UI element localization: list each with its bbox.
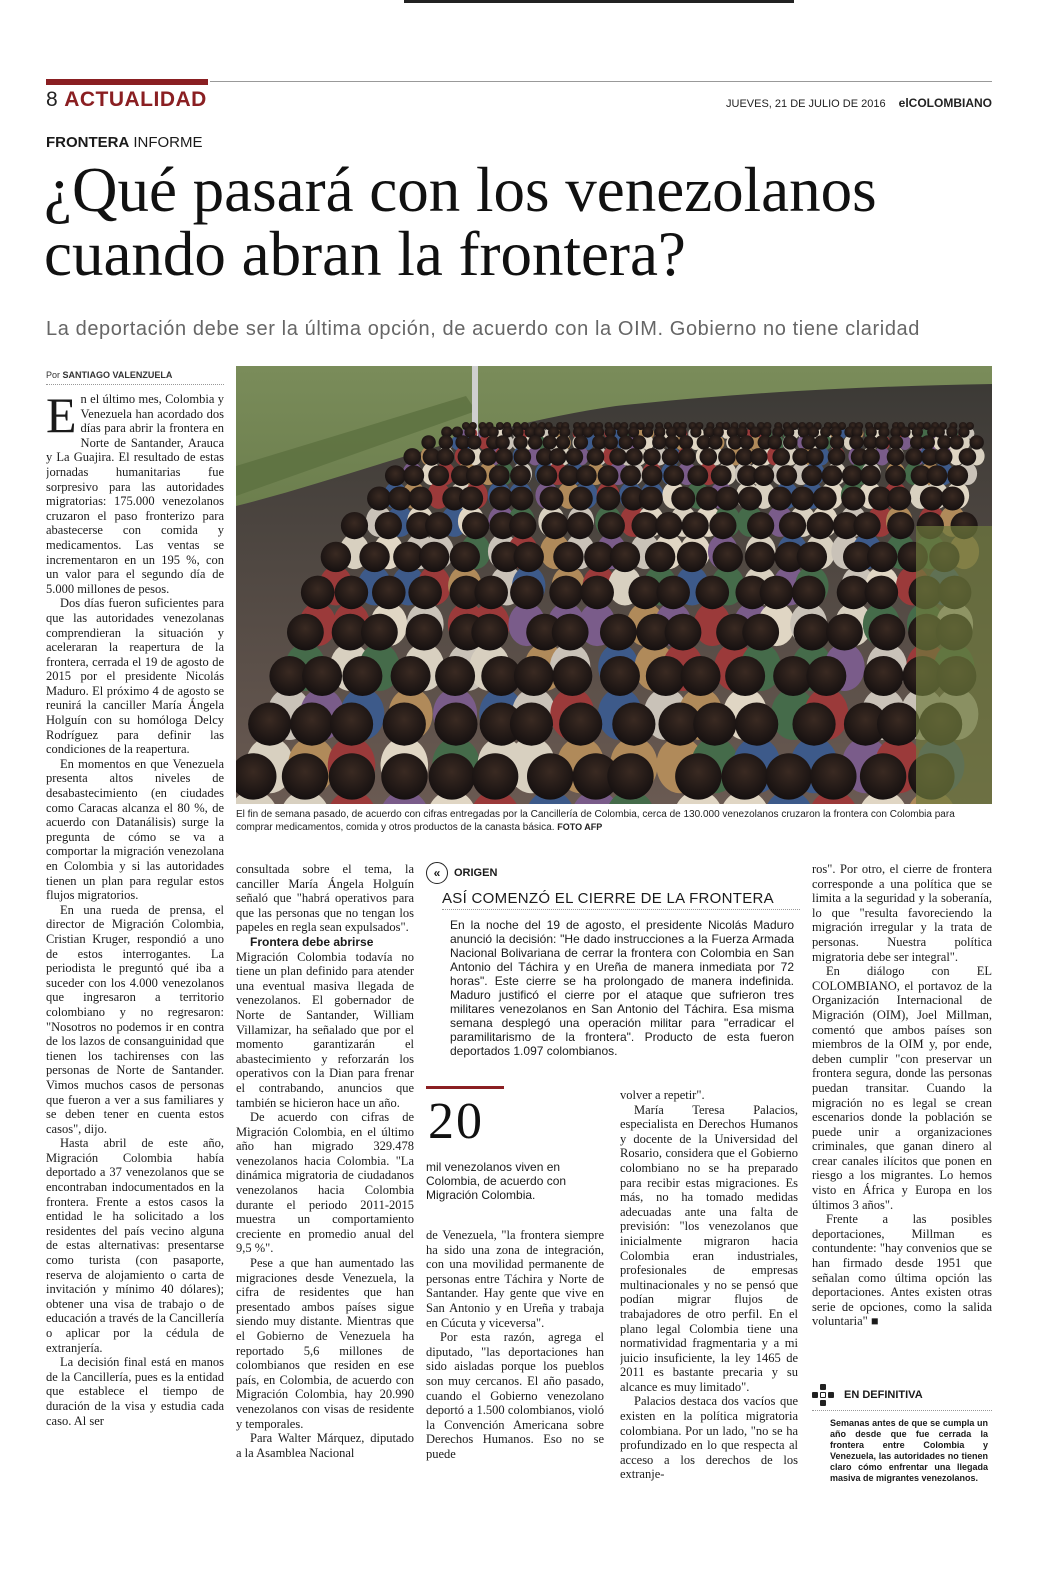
body-paragraph: Por esta razón, agrega el diputado, "las deportaciones han sido aisladas porque los pueblos son muy cercanos. El año pasado, cuando el Gobierno venezolano deportó a 1.500 colombianos, violó la Convención Americana sobre Derechos Humanos. Eso no se puede [426,1330,604,1461]
dateline [726,96,992,110]
article-column-4 [620,1088,798,1513]
headline: ¿Qué pasará con los venezolanos cuando abran la frontera? [44,155,877,289]
en-definitiva-divider [812,1410,992,1411]
header-rule [210,81,992,82]
photo-caption [236,808,992,834]
checker-icon [812,1384,834,1406]
stat-number: 20 [428,1093,484,1150]
en-definitiva-text: Semanas antes de que se cumpla un año desde que fue cerrada la frontera entre Colombia y Venezuela, las autoridades no tienen claro cómo enfrentar una llegada masiva de migrantes venezolanos. [830,1418,988,1483]
origen-title: ASÍ COMENZÓ EL CIERRE DE LA FRONTERA [442,890,774,907]
en-definitiva-label [812,1384,923,1406]
body-paragraph: En diálogo con EL COLOMBIANO, el portavoz de la Organización Internacional de Migración (OIM), Joel Millman, comentó que ambos países son miembros de la OIM y, por ende, deben cumplir "con preservar un frontera segura, donde las personas puedan transitar. Cuando la migración no es legal se crean escenarios donde la población se puede unir a organizaciones criminales, que ganan dinero al crear canales ilícitos que ponen en riesgo a los migrantes. Lo hemos visto en África y Europa en los últimos 3 años". [812,964,992,1212]
body-paragraph: de Venezuela, "la frontera siempre ha sido una zona de integración, con una movilidad permanente de personas entre Táchira y Norte de Santander. Hay gente que vive en San Antonio y en Ureña y trabaja en Cúcuta y viceversa". [426,1228,604,1330]
origen-text: En la noche del 19 de agosto, el presidente Nicolás Maduro anunció la decisión: "He dado instrucciones a la Fuerza Armada Nacional Bolivariana de cerrar la frontera con Colombia en San Antonio del Táchira y en Ureña de manera inmediata por 72 horas". Este cierre se ha prolongado de manera indefinida. Maduro justificó el cierre por el ataque que sufrieron tres militares venezolanos en San Antonio del Táchira. Esa misma semana desplegó una operación militar para "erradicar el paramilitarismo de la frontera". Producto de esta fueron deportados 1.097 colombianos. [450,918,794,1058]
body-paragraph: Pese a que han aumentado las migraciones desde Venezuela, la cifra de residentes que han presentado ambos países sigue siendo muy distante. Mientras que el Gobierno de Venezuela ha reportado 5,6 millones de colombianos que residen en ese país, en Colombia, de acuerdo con Migración Colombia, hay 20.990 venezolanos con visas de residente y temporales. [236,1256,414,1431]
crowd-photo-image [236,366,992,804]
byline [46,370,172,380]
section-name: ACTUALIDAD [64,88,207,111]
origen-sidebar [426,862,802,1058]
origen-label-text: ORIGEN [454,867,498,879]
newspaper-brand: elCOLOMBIANO [898,96,992,110]
body-paragraph: De acuerdo con cifras de Migración Colombia, en el último año han migrado 329.478 venezolanos hacia Colombia. "La dinámica migratoria de ciudadanos venezolanos hacia Colombia durante el periodo 2011-2015 muestra un comportamiento creciente en promedio anual del 9,5 %". [236,1110,414,1256]
byline-prefix: Por [46,370,61,380]
body-paragraph: María Teresa Palacios, especialista en Derechos Humanos y docente de la Universidad del Rosario, considera que el Gobierno colombiano no se ha preparado para recibir estas migraciones. Es más, no ha tomado medidas adecuadas ante una falta de previsión: "los venezolanos que inicialmente migraron hacia Colombia eran industriales, profesionales de empresas multinacionales y no se pensó que podían migrar flujos de trabajadores de otro perfil. En el plano legal Colombia tiene una normatividad fragmentaria y a mi juicio insuficiente, la ley 1465 de 2011 es bastante precaria y su alcance es muy limitado". [620,1102,798,1394]
body-paragraph: Hasta abril de este año, Migración Colombia había deportado a 37 venezolanos que se encontraban indocumentados en la frontera. Frente a estos casos la entidad le ha solicitado a los residentes del país vecino alguna de estas alternativas: presentarse como turista (con pasaporte, reserva de alojamiento o carta de invitación y mínimo 40 dólares); obtener una visa de trabajo o de educación a través de la Cancillería o aplicar por la cédula de extranjería. [46,1136,224,1355]
crowd-photo [236,366,992,804]
drop-cap: E [46,392,77,443]
section-accent-bar [46,79,208,85]
page-number: 8 [46,88,59,111]
body-paragraph: En una rueda de prensa, el director de Migración Colombia, Cristian Kruger, respondió a uno de estos interrogantes. La periodista le preguntó qué iba a suceder con los 4.000 venezolanos que ingresaron a territorio colombiano y no regresaron: "Nosotros no podemos ir en contra de los lazos de consanguinidad que tienen los tachirenses con las personas de Norte de Santander. Vimos muchos casos de personas que fueron a ver a sus familiares y se deben tener en cuenta estos casos", dijo. [46,902,224,1136]
byline-rule [46,384,224,385]
body-paragraph: Dos días fueron suficientes para que las autoridades venezolanas comprendieran la situación y aceleraran la reapertura de la frontera, cerrada el 19 de agosto de 2015 por el presidente Nicolás Maduro. El próximo 4 de agosto se reunirá la canciller María Ángela Holguín con su homóloga Delcy Rodríguez para definir las condiciones de la reapertura. [46,596,224,757]
article-column-1 [46,392,224,1512]
origen-label [426,862,802,884]
article-column-5 [812,862,992,1372]
top-rule [404,0,794,3]
byline-author: SANTIAGO VALENZUELA [62,370,173,380]
deck: La deportación debe ser la última opción, de acuerdo con la OIM. Gobierno no tiene claridad [46,318,920,340]
section-header [46,88,207,112]
subhead: Frontera debe abrirse [250,934,374,949]
kicker [46,134,203,151]
kicker-type: INFORME [133,134,203,151]
body-paragraph: Frente a las posibles deportaciones, Millman es contundente: "hay convenios que se han firmado desde 1951 que señalan como última opción las deportaciones. Antes existen otras serie de opciones, como la salida voluntaria" ■ [812,1212,992,1329]
kicker-topic: FRONTERA [46,134,130,151]
body-paragraph: Migración Colombia todavía no tiene un plan definido para atender una eventual masiva llegada de venezolanos. El gobernador de Norte de Santander, William Villamizar, ha señalado que por el momento garantizarán el abastecimiento y reforzarán los operativos con la Dian para frenar el contrabando, anuncios que también se hicieron hace un año. [236,949,414,1110]
stat-description: mil venezolanos viven en Colombia, de acuerdo con Migración Colombia. [426,1160,567,1202]
caption-text: El fin de semana pasado, de acuerdo con cifras entregadas por la Cancillería de Colombia, cerca de 130.000 venezolanos cruzaron la frontera con Colombia para comprar medicamentos, comida y otros productos de la canasta básica. [236,809,955,833]
article-column-3 [426,1228,604,1513]
origen-divider [442,909,800,910]
body-paragraph: En momentos en que Venezuela presenta altos niveles de desabastecimiento (en ciudades como Caracas alcanza el 80 %, de acuerdo con Datanálisis) surge la pregunta de cómo se va a comportar la migración venezolana en Colombia y si las autoridades tienen un plan para regular estos flujos migratorios. [46,756,224,903]
body-paragraph: ros". Por otro, el cierre de frontera corresponde a una política que se limita a la seguridad y la soberanía, lo que "resulta favoreciendo la migración irregular y la trata de personas. Nuestra política migratoria debe ser integral". [812,862,992,964]
photo-credit: FOTO AFP [557,822,603,832]
double-chevron-left-icon: « [426,862,448,884]
body-paragraph: volver a repetir". [620,1088,705,1102]
article-column-2 [236,862,414,1512]
body-paragraph: Palacios destaca dos vacíos que existen en la política migratoria colombiana. Por un lado, "no se ha profundizado en lo que respecta al acceso a los derechos de los extranje- [620,1394,798,1482]
issue-date: JUEVES, 21 DE JULIO DE 2016 [726,98,886,110]
en-definitiva-title: EN DEFINITIVA [844,1389,923,1401]
body-paragraph: En el último mes, Colombia y Venezuela han acordado dos días para abrir la frontera en Norte de Santander, Arauca y La Guajira. El resultado de estas jornadas humanitarias fue sorpresivo para las autoridades migratorias: 175.000 venezolanos cruzaron el paso fronterizo para abastecerse con comida y medicamentos. Las ventas se incrementaron en un 195 %, con un valor para el segundo día de 5.000 millones de pesos. [46,392,224,596]
body-paragraph: consultada sobre el tema, la canciller María Ángela Holguín señaló que "habrá operativos para que las personas que no tengan los papeles en regla sean expulsados". [236,862,414,935]
body-paragraph: La decisión final está en manos de la Cancillería, pues es la entidad que establece el tiempo de duración de la visa y estudia cada caso. Al ser [46,1355,224,1428]
body-paragraph: Para Walter Márquez, diputado a la Asamblea Nacional [236,1431,414,1460]
stat-accent-rule [426,1086,504,1089]
